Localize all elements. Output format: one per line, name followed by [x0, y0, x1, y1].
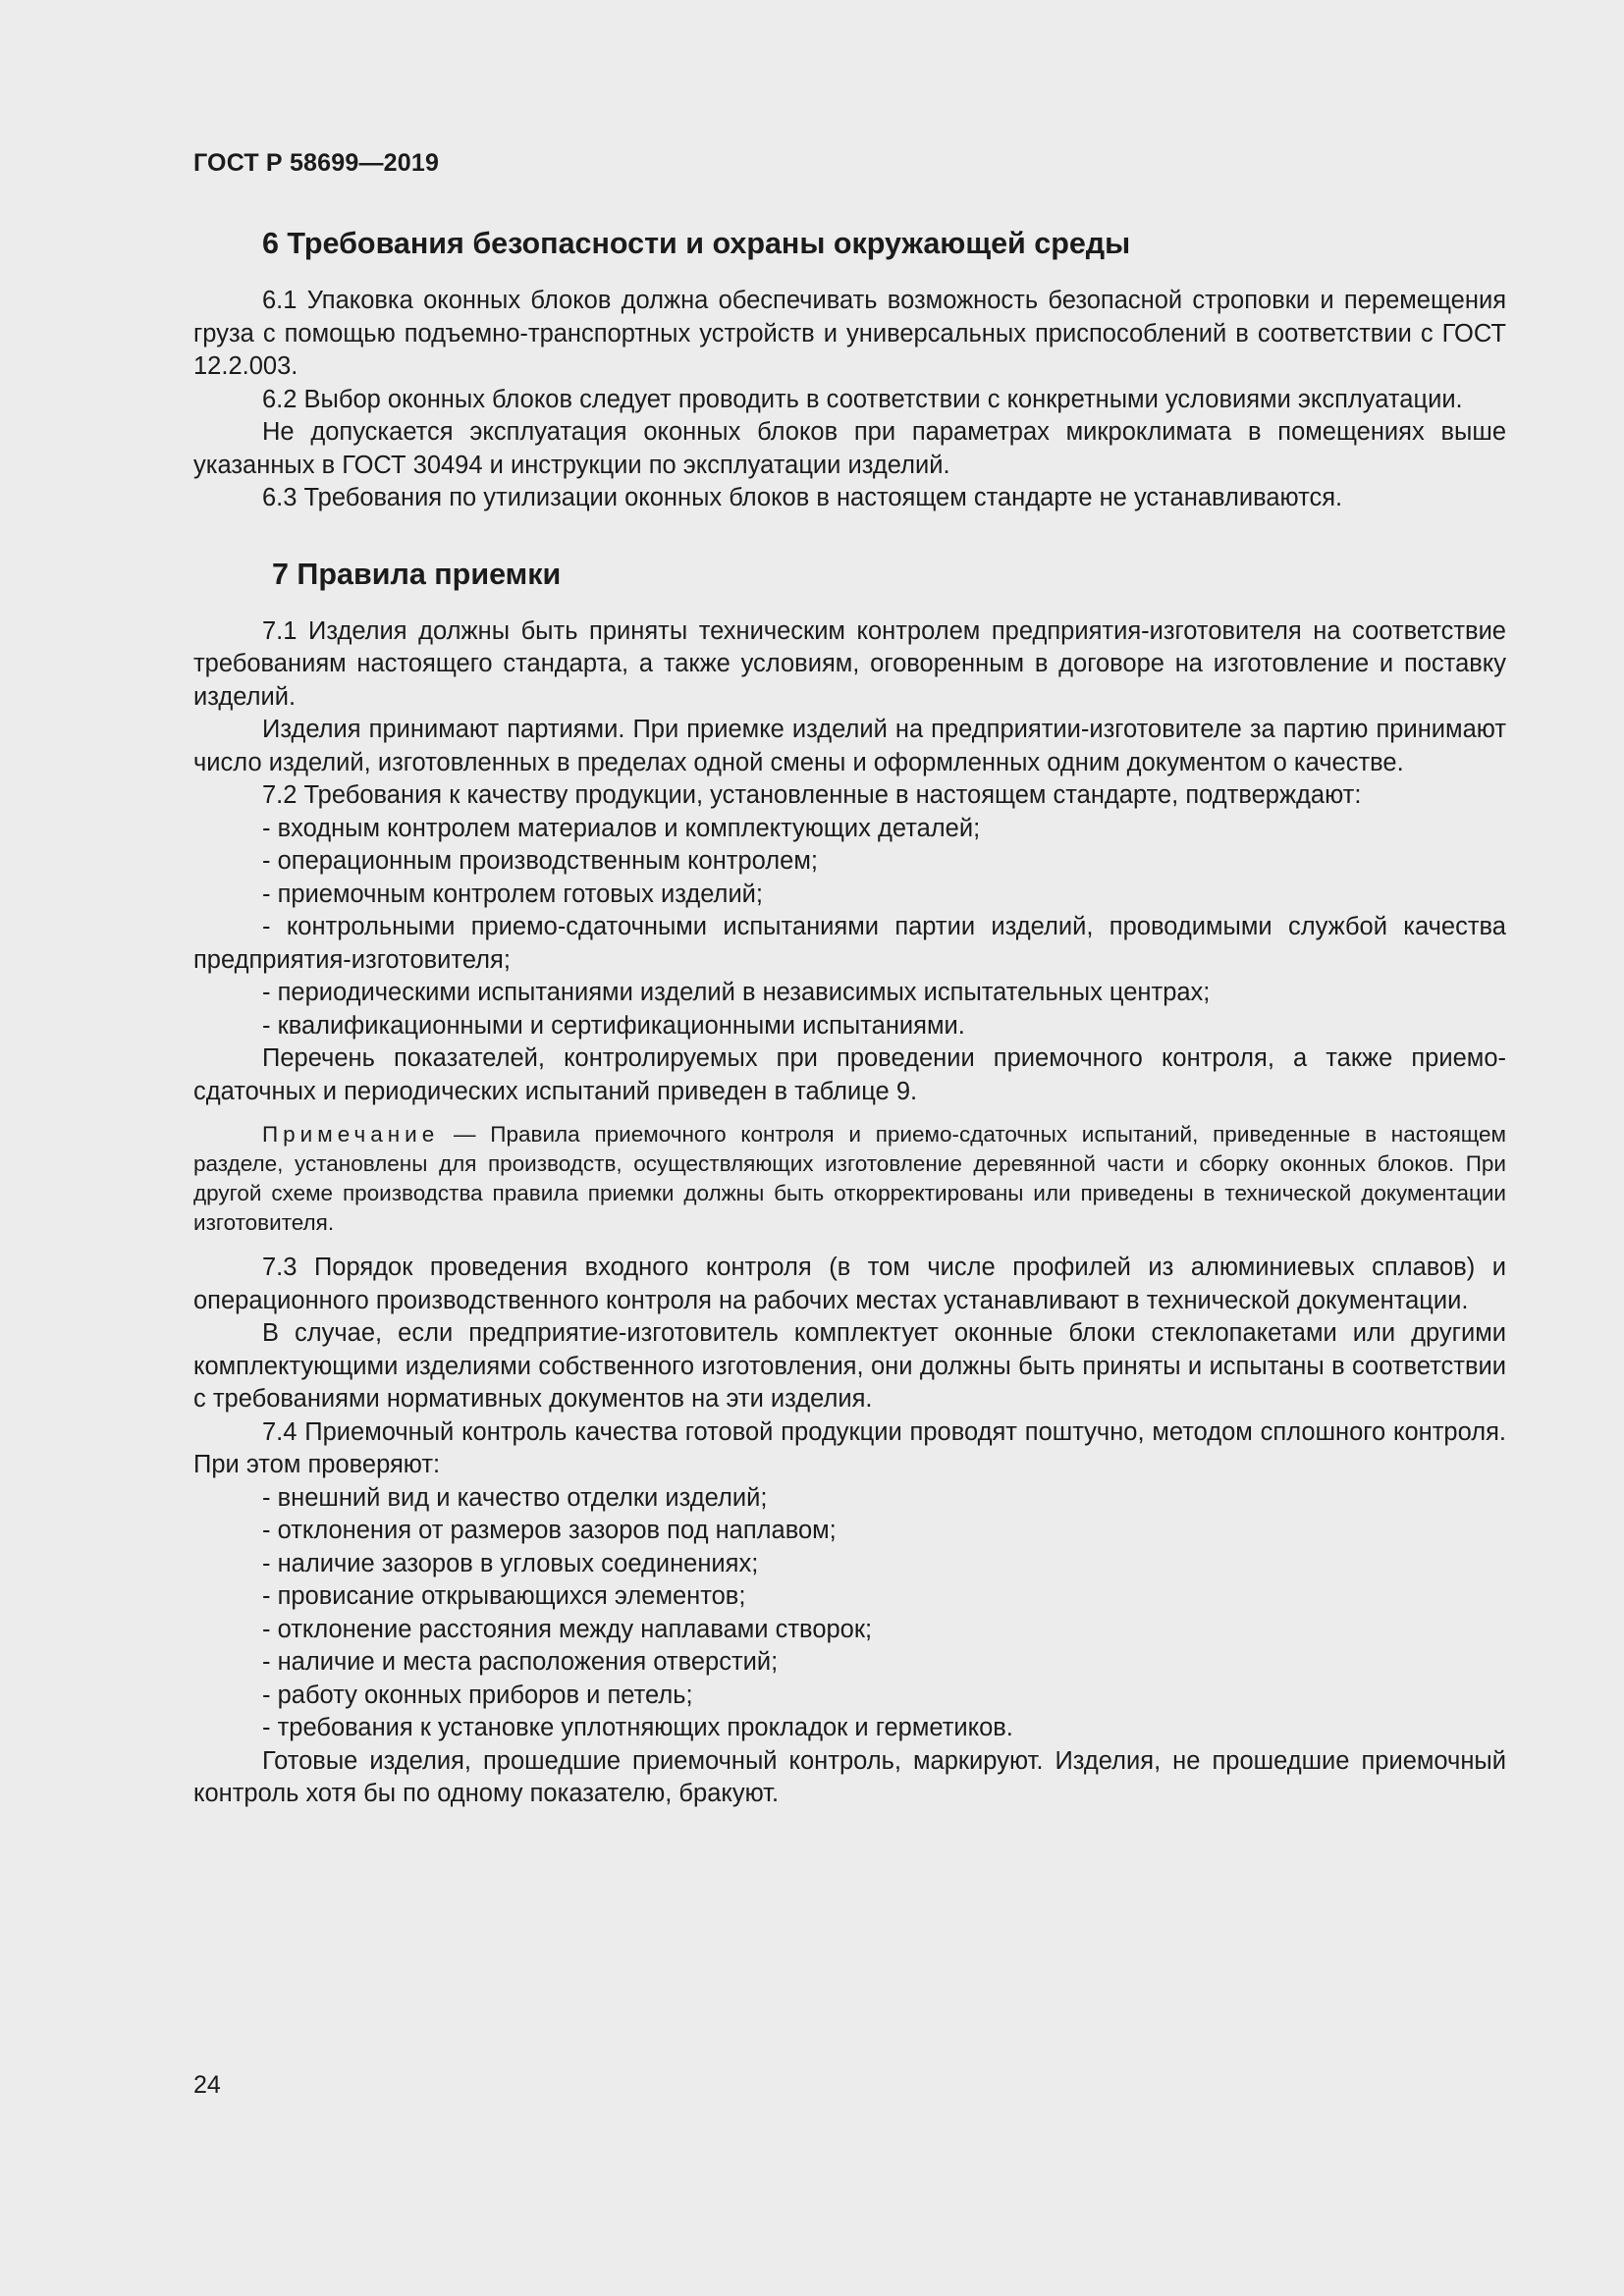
- note-text: — Правила приемочного контроля и приемо-сдаточных испытаний, приведенные в настоящем разделе, установлены для производств, осуществляющих изготовление деревянной части и сборку оконных блоков. При другой схеме производства правила приемки должны быть откорректированы или приведены в технической документации изготовителя.: [193, 1122, 1506, 1235]
- list-item: - требования к установке уплотняющих прокладок и герметиков.: [262, 1714, 1013, 1741]
- list-item: - периодическими испытаниями изделий в независимых испытательных центрах;: [262, 979, 1211, 1006]
- list-item: - работу оконных приборов и петель;: [262, 1681, 693, 1709]
- paragraph-7-2-table-ref: Перечень показателей, контролируемых при проведении приемочного контроля, а также приемо-сдаточных и периодических испытаний приведен в таблице 9.: [193, 1044, 1506, 1105]
- paragraph-6-1: 6.1 Упаковка оконных блоков должна обеспечивать возможность безопасной строповки и перемещения груза с помощью подъемно-транспортных устройств и универсальных приспособлений в соответствии с ГОСТ 12.2.003.: [193, 287, 1506, 380]
- list-item: - операционным производственным контролем;: [262, 847, 818, 875]
- paragraph-7-1-batches: Изделия принимают партиями. При приемке изделий на предприятии-изготовителе за партию принимают число изделий, изготовленных в пределах одной смены и оформленных одним документом о качестве.: [193, 716, 1506, 776]
- list-item: - приемочным контролем готовых изделий;: [262, 880, 764, 908]
- section-7-title: 7 Правила приемки: [272, 557, 562, 591]
- list-item: - входным контролем материалов и комплектующих деталей;: [262, 814, 981, 842]
- paragraph-7-3-components: В случае, если предприятие-изготовитель комплектует оконные блоки стеклопакетами или другими комплектующими изделиями собственного изготовления, они должны быть приняты и испытаны в соответствии с требованиями нормативных документов на эти изделия.: [193, 1319, 1506, 1413]
- paragraph-7-1: 7.1 Изделия должны быть приняты техническим контролем предприятия-изготовителя на соответствие требованиям настоящего стандарта, а также условиям, оговоренным в договоре на изготовление и поставку изделий.: [193, 616, 1506, 711]
- note: [193, 1120, 1506, 1238]
- page-number: 24: [193, 2071, 221, 2099]
- page-content: [193, 222, 1506, 1811]
- list-item: - отклонение расстояния между наплавами створок;: [262, 1615, 873, 1643]
- paragraph-6-3: 6.3 Требования по утилизации оконных блоков в настоящем стандарте не устанавливаются.: [262, 484, 1343, 511]
- paragraph-7-3: 7.3 Порядок проведения входного контроля (в том числе профилей из алюминиевых сплавов) и операционного производственного контроля на рабочих местах устанавливают в технической документации.: [193, 1254, 1506, 1314]
- paragraph-6-2: 6.2 Выбор оконных блоков следует проводить в соответствии с конкретными условиями эксплуатации.: [262, 385, 1463, 413]
- note-label: Примечание: [262, 1122, 440, 1147]
- list-item: - контрольными приемо-сдаточными испытаниями партии изделий, проводимыми службой качества предприятия-изготовителя;: [193, 913, 1506, 974]
- list-item: - наличие и места расположения отверстий;: [262, 1648, 779, 1676]
- document-code: ГОСТ Р 58699—2019: [193, 149, 440, 177]
- paragraph-7-2: 7.2 Требования к качеству продукции, установленные в настоящем стандарте, подтверждают:: [262, 781, 1362, 809]
- list-item: - квалификационными и сертификационными испытаниями.: [262, 1011, 965, 1040]
- list-item: - отклонения от размеров зазоров под наплавом;: [262, 1517, 837, 1544]
- paragraph-7-4-marking: Готовые изделия, прошедшие приемочный контроль, маркируют. Изделия, не прошедшие приемочный контроль хотя бы по одному показателю, бракуют.: [193, 1746, 1506, 1807]
- list-item: - наличие зазоров в угловых соединениях;: [262, 1549, 759, 1577]
- paragraph-6-2-extra: Не допускается эксплуатация оконных блоков при параметрах микроклимата в помещениях выше указанных в ГОСТ 30494 и инструкции по эксплуатации изделий.: [193, 418, 1506, 479]
- paragraph-7-4: 7.4 Приемочный контроль качества готовой продукции проводят поштучно, методом сплошного контроля. При этом проверяют:: [193, 1417, 1506, 1478]
- list-item: - провисание открывающихся элементов;: [262, 1582, 746, 1610]
- list-item: - внешний вид и качество отделки изделий;: [262, 1483, 768, 1512]
- section-6-title: 6 Требования безопасности и охраны окружающей среды: [262, 227, 1131, 260]
